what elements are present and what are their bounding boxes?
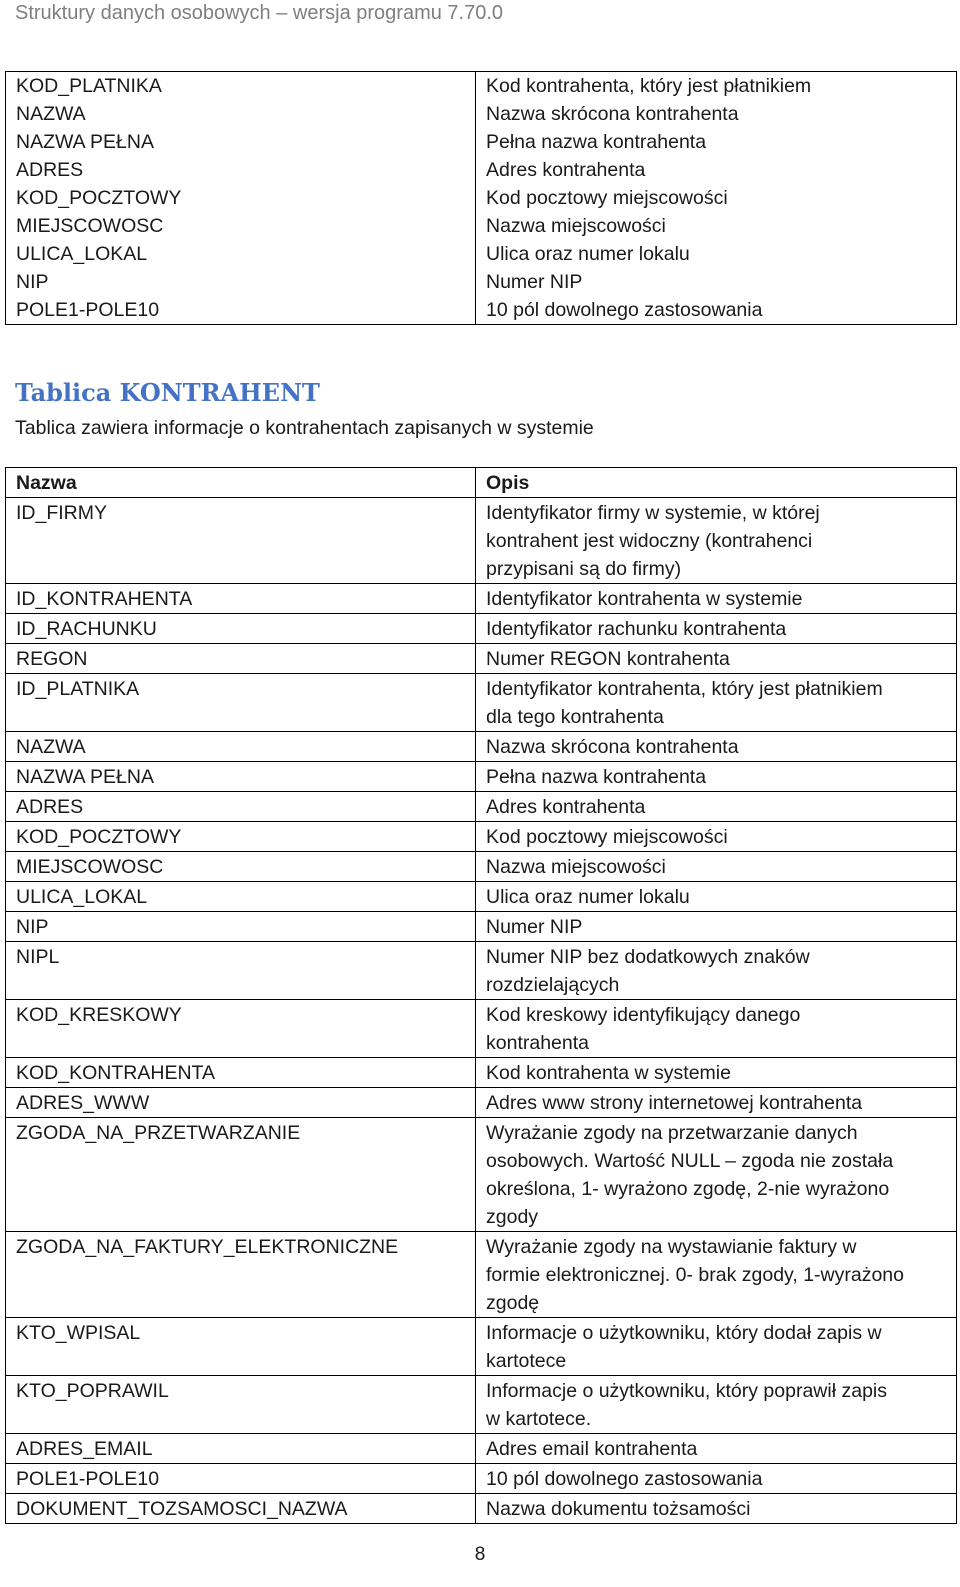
field-name: MIEJSCOWOSC xyxy=(16,215,164,237)
field-description-line: Nazwa miejscowości xyxy=(486,856,666,878)
field-description-line: Wyrażanie zgody na przetwarzanie danych xyxy=(486,1122,858,1144)
field-name-cell xyxy=(6,1434,476,1464)
field-name-cell xyxy=(6,1232,476,1318)
table-row xyxy=(6,1000,957,1058)
field-description: Nazwa miejscowości xyxy=(486,215,666,237)
field-description-cell xyxy=(476,1494,957,1524)
field-name: POLE1-POLE10 xyxy=(16,1468,160,1490)
field-name: ID_FIRMY xyxy=(16,502,108,524)
field-description-line: Identyfikator kontrahenta w systemie xyxy=(486,588,803,610)
table-row xyxy=(6,1494,957,1524)
table-row xyxy=(6,762,957,792)
field-name: NAZWA PEŁNA xyxy=(16,766,154,788)
column-header-description: Opis xyxy=(476,468,957,498)
table-row xyxy=(6,72,957,325)
field-name-cell xyxy=(6,1058,476,1088)
field-name: NIP xyxy=(16,916,49,938)
field-name: ULICA_LOKAL xyxy=(16,886,148,908)
field-description-cell xyxy=(476,1058,957,1088)
table-row xyxy=(6,822,957,852)
field-name-cell xyxy=(6,1376,476,1434)
field-name-cell xyxy=(6,1464,476,1494)
page-number: 8 xyxy=(474,1544,486,1565)
field-description: Kod pocztowy miejscowości xyxy=(486,187,728,209)
table-row xyxy=(6,1232,957,1318)
field-description-line: Identyfikator firmy w systemie, w której xyxy=(486,502,820,524)
field-name-cell xyxy=(6,822,476,852)
field-name: ULICA_LOKAL xyxy=(16,243,148,265)
column-header-name: Nazwa xyxy=(6,468,476,498)
field-description-line: Nazwa dokumentu tożsamości xyxy=(486,1498,751,1520)
field-description-cell xyxy=(476,1318,957,1376)
field-name: ID_PLATNIKA xyxy=(16,678,140,700)
field-description-line: Wyrażanie zgody na wystawianie faktury w xyxy=(486,1236,857,1258)
table-row xyxy=(6,1376,957,1434)
table-row xyxy=(6,1118,957,1232)
field-description-line: Adres www strony internetowej kontrahenta xyxy=(486,1092,863,1114)
field-description: Numer NIP xyxy=(486,271,583,293)
table-row xyxy=(6,882,957,912)
field-name: NAZWA xyxy=(16,736,86,758)
field-description-cell xyxy=(476,1464,957,1494)
field-description-cell xyxy=(476,822,957,852)
section-heading: Tablica KONTRAHENT xyxy=(15,378,320,407)
field-description-line: Kod pocztowy miejscowości xyxy=(486,826,728,848)
field-name: REGON xyxy=(16,648,88,670)
field-name: NAZWA PEŁNA xyxy=(16,131,154,153)
field-description-line: Identyfikator kontrahenta, który jest płatnikiem xyxy=(486,678,883,700)
field-name-cell xyxy=(6,792,476,822)
field-name-cell xyxy=(6,614,476,644)
field-name: KOD_KRESKOWY xyxy=(16,1004,182,1026)
field-description-line: przypisani są do firmy) xyxy=(486,558,682,580)
field-description-line: kontrahent jest widoczny (kontrahenci xyxy=(486,530,813,552)
table-header-row xyxy=(6,468,957,498)
field-description-line: Numer NIP bez dodatkowych znaków xyxy=(486,946,810,968)
field-name-cell xyxy=(6,882,476,912)
table-row xyxy=(6,674,957,732)
field-name-cell xyxy=(6,852,476,882)
field-name: KTO_POPRAWIL xyxy=(16,1380,169,1402)
field-name: ADRES xyxy=(16,796,84,818)
field-description-cell xyxy=(476,644,957,674)
table-row xyxy=(6,614,957,644)
field-description-line: Kod kreskowy identyfikujący danego xyxy=(486,1004,801,1026)
field-description-cell xyxy=(476,1088,957,1118)
field-name-cell xyxy=(6,72,476,325)
field-name: ADRES_EMAIL xyxy=(16,1438,153,1460)
field-name: NIP xyxy=(16,271,49,293)
field-name-cell xyxy=(6,732,476,762)
table-row xyxy=(6,584,957,614)
table-row xyxy=(6,644,957,674)
field-description-cell xyxy=(476,942,957,1000)
field-description-line: Pełna nazwa kontrahenta xyxy=(486,766,707,788)
table-row xyxy=(6,732,957,762)
field-description-cell xyxy=(476,792,957,822)
table-row xyxy=(6,792,957,822)
field-name: ADRES_WWW xyxy=(16,1092,150,1114)
field-description-line: Informacje o użytkowniku, który dodał zapis w xyxy=(486,1322,882,1344)
table-row xyxy=(6,1058,957,1088)
field-description-line: kartotece xyxy=(486,1350,567,1372)
field-description-line: Ulica oraz numer lokalu xyxy=(486,886,690,908)
field-description-cell xyxy=(476,1000,957,1058)
field-description-line: Adres kontrahenta xyxy=(486,796,646,818)
table-row xyxy=(6,942,957,1000)
field-description-line: Numer NIP xyxy=(486,916,583,938)
field-description-cell xyxy=(476,762,957,792)
field-description-cell xyxy=(476,498,957,584)
field-description-line: zgodę xyxy=(486,1292,540,1314)
field-description-cell xyxy=(476,912,957,942)
field-name: DOKUMENT_TOZSAMOSCI_NAZWA xyxy=(16,1498,348,1520)
table-row xyxy=(6,1434,957,1464)
field-description: Adres kontrahenta xyxy=(486,159,646,181)
field-description: 10 pól dowolnego zastosowania xyxy=(486,299,763,321)
field-description-cell xyxy=(476,614,957,644)
field-name: MIEJSCOWOSC xyxy=(16,856,164,878)
field-description-cell xyxy=(476,674,957,732)
field-name-cell xyxy=(6,584,476,614)
field-description-line: określona, 1- wyrażono zgodę, 2-nie wyrażono xyxy=(486,1178,890,1200)
field-name: NIPL xyxy=(16,946,60,968)
field-name-cell xyxy=(6,762,476,792)
document-header: Struktury danych osobowych – wersja programu 7.70.0 xyxy=(15,2,504,24)
field-name: ID_KONTRAHENTA xyxy=(16,588,193,610)
field-name-cell xyxy=(6,644,476,674)
field-description-line: Nazwa skrócona kontrahenta xyxy=(486,736,739,758)
field-name-cell xyxy=(6,1000,476,1058)
field-name-cell xyxy=(6,1118,476,1232)
field-description: Kod kontrahenta, który jest płatnikiem xyxy=(486,75,812,97)
field-description-line: w kartotece. xyxy=(486,1408,592,1430)
field-description-line: Adres email kontrahenta xyxy=(486,1438,698,1460)
field-description: Nazwa skrócona kontrahenta xyxy=(486,103,739,125)
field-name-cell xyxy=(6,498,476,584)
field-description: Pełna nazwa kontrahenta xyxy=(486,131,707,153)
field-name: ADRES xyxy=(16,159,84,181)
field-description-line: Numer REGON kontrahenta xyxy=(486,648,730,670)
field-description-line: Informacje o użytkowniku, który poprawił zapis xyxy=(486,1380,887,1402)
field-description-line: kontrahenta xyxy=(486,1032,589,1054)
field-description-cell xyxy=(476,732,957,762)
field-name-cell xyxy=(6,1088,476,1118)
field-description-line: 10 pól dowolnego zastosowania xyxy=(486,1468,763,1490)
field-description-cell xyxy=(476,852,957,882)
field-description-cell xyxy=(476,72,957,325)
field-name-cell xyxy=(6,1318,476,1376)
section-description: Tablica zawiera informacje o kontrahentach zapisanych w systemie xyxy=(15,417,594,439)
kontrahent-fields-table xyxy=(5,467,957,1524)
field-name: KOD_POCZTOWY xyxy=(16,187,182,209)
continued-fields-table xyxy=(5,71,957,325)
field-name: ZGODA_NA_PRZETWARZANIE xyxy=(16,1122,301,1144)
table-row xyxy=(6,912,957,942)
table-row xyxy=(6,852,957,882)
table-row xyxy=(6,1088,957,1118)
field-description: Ulica oraz numer lokalu xyxy=(486,243,690,265)
field-description-cell xyxy=(476,1434,957,1464)
field-name: KOD_POCZTOWY xyxy=(16,826,182,848)
table-row xyxy=(6,1464,957,1494)
field-name: NAZWA xyxy=(16,103,86,125)
field-name-cell xyxy=(6,1494,476,1524)
field-description-cell xyxy=(476,584,957,614)
field-description-line: Kod kontrahenta w systemie xyxy=(486,1062,731,1084)
field-description-cell xyxy=(476,1376,957,1434)
field-description-line: formie elektronicznej. 0- brak zgody, 1-wyrażono xyxy=(486,1264,904,1286)
field-description-cell xyxy=(476,1232,957,1318)
field-description-line: Identyfikator rachunku kontrahenta xyxy=(486,618,787,640)
field-name: POLE1-POLE10 xyxy=(16,299,160,321)
field-name: KOD_PLATNIKA xyxy=(16,75,162,97)
table-row xyxy=(6,1318,957,1376)
field-description-line: osobowych. Wartość NULL – zgoda nie została xyxy=(486,1150,894,1172)
field-description-cell xyxy=(476,1118,957,1232)
field-name: KTO_WPISAL xyxy=(16,1322,141,1344)
field-description-line: zgody xyxy=(486,1206,539,1228)
field-name: KOD_KONTRAHENTA xyxy=(16,1062,215,1084)
table-row xyxy=(6,498,957,584)
field-name-cell xyxy=(6,674,476,732)
field-description-line: rozdzielających xyxy=(486,974,620,996)
field-name: ZGODA_NA_FAKTURY_ELEKTRONICZNE xyxy=(16,1236,399,1258)
field-name: ID_RACHUNKU xyxy=(16,618,157,640)
field-description-line: dla tego kontrahenta xyxy=(486,706,664,728)
field-description-cell xyxy=(476,882,957,912)
field-name-cell xyxy=(6,912,476,942)
field-name-cell xyxy=(6,942,476,1000)
